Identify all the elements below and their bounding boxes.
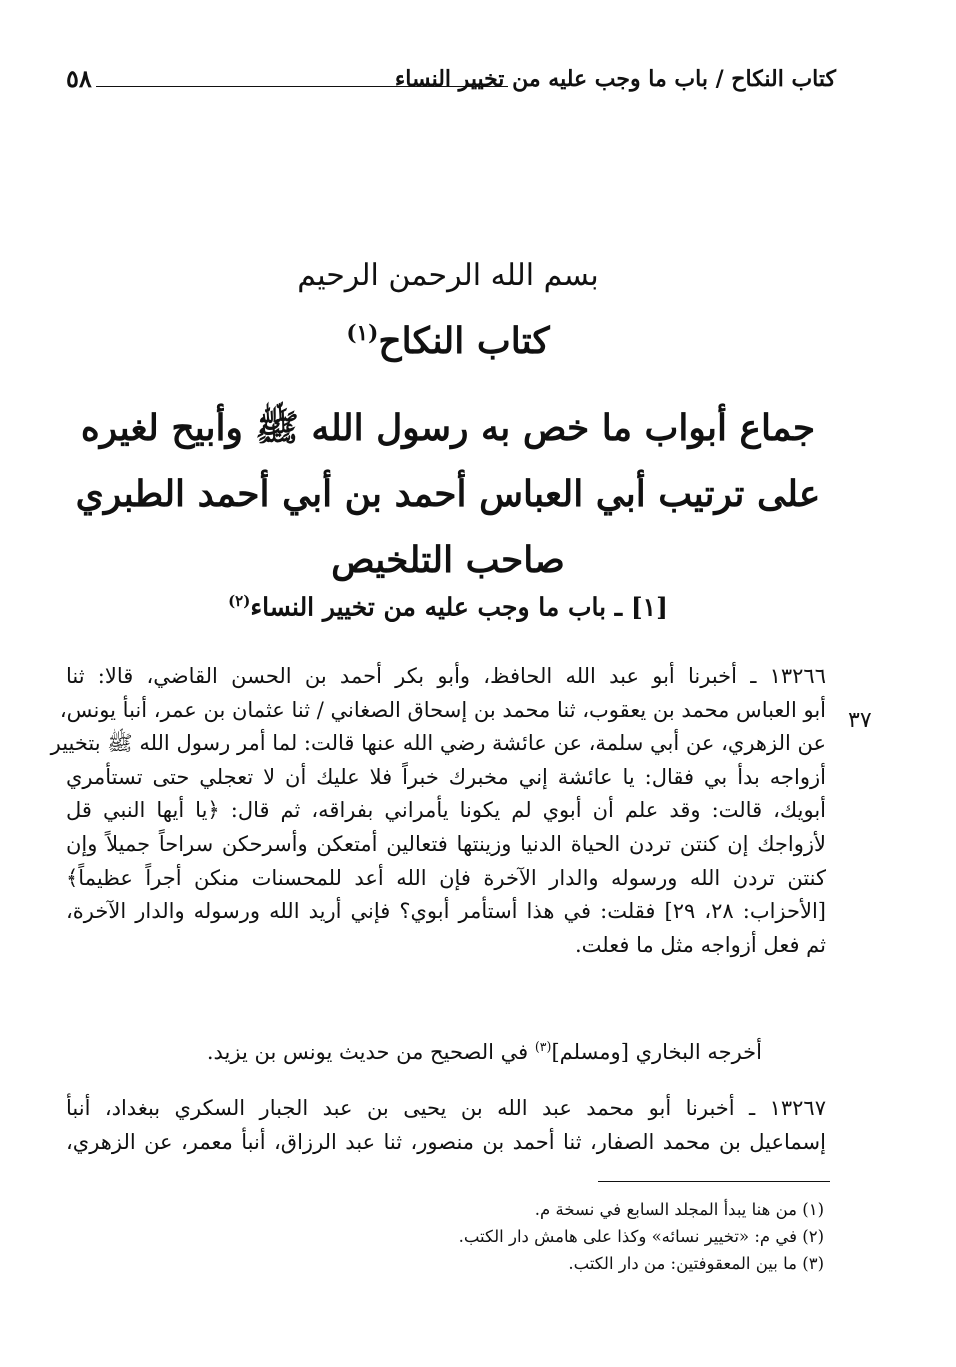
takhrij-footnote-ref: (٣) [534, 1039, 552, 1054]
basmala: بسم الله الرحمن الرحيم [297, 258, 599, 293]
hadith-13266 [50, 660, 826, 962]
text-line: لأزواجك إن كنتن تردن الحياة الدنيا وزينتها فتعالين أمتعكن وأسرحكن سراحاً جميلاً وإن [66, 831, 826, 856]
running-title: كتاب النكاح / باب ما وجب عليه من تخيير النساء [394, 66, 836, 92]
section-title [60, 592, 836, 621]
chapter-title: جماع أبواب ما خص به رسول الله ﷺ وأبيح لغيره على ترتيب أبي العباس أحمد بن أبي أحمد الطبري صاحب التلخيص [75, 407, 821, 581]
text-line: أبويك، قالت: وقد علم أن أبوي لم يكونا يأمراني بفراقه، ثم قال: ﴿يا أيها النبي قل [66, 798, 826, 823]
footnotes [124, 1196, 824, 1277]
text-line: إسماعيل بن محمد الصفار، ثنا أحمد بن منصور، ثنا عبد الرزاق، أنبأ معمر، عن الزهري، [66, 1129, 826, 1154]
book-title-footnote-ref: (١) [346, 321, 379, 346]
text-line: أزواجه بدأ بي فقال: يا عائشة إني مخبرك خبراً فلا عليك أن لا تعجلي حتى تستأمري [66, 764, 826, 789]
footnote: (١) من هنا يبدأ المجلد السابع في نسخة م. [534, 1200, 824, 1219]
book-title-text: كتاب النكاح [378, 320, 550, 362]
text-line: ١٣٢٦٦ ـ أخبرنا أبو عبد الله الحافظ، وأبو بكر أحمد بن الحسن القاضي، قالا: ثنا [66, 664, 826, 688]
margin-page-number: ٣٧ [848, 708, 872, 733]
text-line: [الأحزاب: ٢٨، ٢٩] فقلت: في هذا أستأمر أبوي؟ فإني أريد الله ورسوله والدار الآخرة، [66, 899, 826, 924]
text-line: ثم فعل أزواجه مثل ما فعلت. [574, 932, 826, 957]
takhrij-before: أخرجه البخاري [ومسلم] [551, 1040, 762, 1064]
text-line: عن الزهري، عن أبي سلمة، عن عائشة رضي الله عنها قالت: لما أمر رسول الله ﷺ بتخيير [50, 731, 826, 756]
takhrij-after: في الصحيح من حديث يونس بن يزيد. [206, 1040, 535, 1064]
text-line: ١٣٢٦٧ ـ أخبرنا أبو محمد عبد الله بن يحيى بن عبد الجبار السكري ببغداد، أنبأ [66, 1096, 826, 1120]
running-header [66, 62, 836, 102]
hadith-13267 [66, 1092, 826, 1159]
page-number: ٥٨ [66, 64, 92, 93]
footnote-rule [598, 1181, 830, 1182]
footnote: (٣) ما بين المعقوفتين: من دار الكتب. [568, 1254, 824, 1273]
text-line: كنتن تردن الله ورسوله والدار الآخرة فإن الله أعد للمحسنات منكن أجراً عظيماً﴾ [66, 865, 826, 890]
section-title-text: [١] ـ باب ما وجب عليه من تخيير النساء [250, 592, 668, 622]
footnote: (٢) في م: «تخيير نسائه» وكذا على هامش دار الكتب. [458, 1227, 824, 1246]
text-line: أبو العباس محمد بن يعقوب، ثنا محمد بن إسحاق الصغاني / ثنا عثمان بن عمر، أنبأ يونس، [59, 697, 826, 722]
section-title-footnote-ref: (٢) [228, 592, 251, 610]
takhrij-line [66, 1030, 826, 1070]
book-title [60, 320, 836, 362]
